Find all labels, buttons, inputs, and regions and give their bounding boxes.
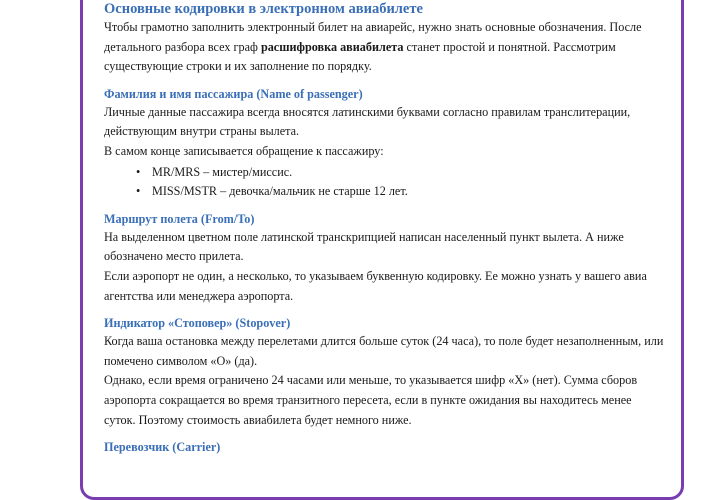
section-heading-route: Маршрут полета (From/To) [104,211,255,226]
section-heading-passenger-name: Фамилия и имя пассажира (Name of passenger) [104,86,363,101]
section-heading-stopover: Индикатор «Стоповер» (Stopover) [104,316,291,331]
title-bullet-list [104,163,664,202]
intro-paragraph [104,18,664,77]
document-page [104,0,664,456]
section-paragraph: На выделенном цветном поле латинской транскрипцией написан населенный пункт вылета. А ниже обозначено место прилета. [104,229,624,264]
section-paragraph: Если аэропорт не один, а несколько, то указываем буквенную кодировку. Ее можно узнать у вашего авиа агентства или менеджера аэропорта. [104,268,647,303]
intro-text-start: Чтобы грамотно заполнить электронный билет на авиарейс, нужно знать основные обозначения. После детального разбора всех граф [104,20,642,54]
section-paragraph: Однако, если время ограничено 24 часами или меньше, то указывается шифр «X» (нет). Сумма сборов аэропорта сокращается во время транзитного пересета, если в пункте ожидания вы находитесь менее суток. Поэтому стоимость авиабилета будет немного ниже. [104,373,638,427]
list-item: • MR/MRS – мистер/миссис. [152,163,664,183]
section-paragraph: В самом конце записывается обращение к пассажиру: [104,143,384,158]
intro-text-end: станет простой и понятной. Рассмотрим существующие строки и их заполнение по порядку. [104,39,616,74]
section-paragraph: Когда ваша остановка между перелетами длится больше суток (24 часа), то поле будет незаполненным, или помечено символом «O» (да). [104,334,664,368]
list-item: • MISS/MSTR – девочка/мальчик не старше 12 лет. [152,182,664,202]
section-heading-carrier: Перевозчик (Carrier) [104,440,221,455]
section-paragraph: Личные данные пассажира всегда вносятся латинскими буквами согласно правилам транслитерации, действующим внутри страны вылета. [104,104,631,139]
document-title: Основные кодировки в электронном авиабилете [104,1,423,17]
intro-bold-phrase: расшифровка авиабилета [260,39,404,54]
